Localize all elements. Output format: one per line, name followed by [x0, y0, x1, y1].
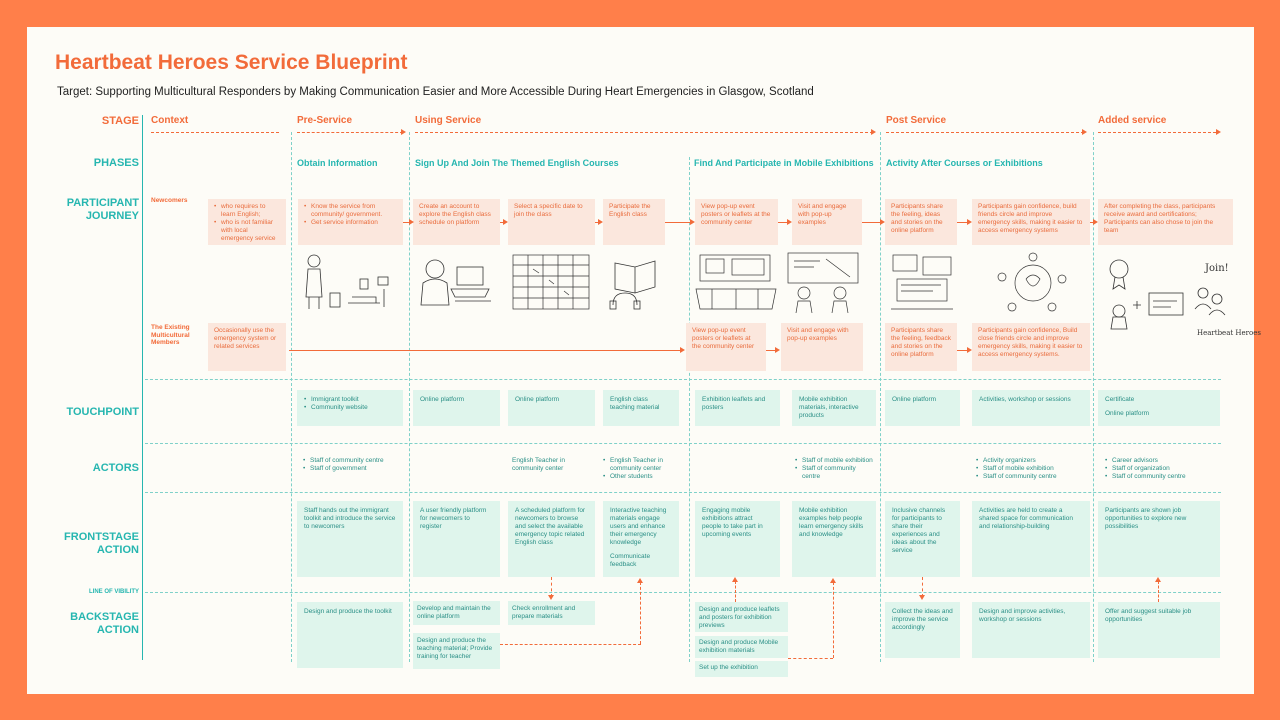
- connector-collect-ideas: [922, 577, 923, 597]
- sketch-laptop-user: [415, 249, 497, 313]
- journey-arrow-head: [680, 347, 685, 353]
- frontstage-inclusive-channels: Inclusive channels for participants to share their experiences and ideas about the service: [885, 501, 960, 577]
- phase-mobile-exhibitions: Find And Participate in Mobile Exhibitions: [694, 158, 874, 168]
- frontstage-exhibition-examples: Mobile exhibition examples help people learn emergency skills and knowledge: [792, 501, 876, 577]
- list-item: • English Teacher in community center: [603, 457, 683, 473]
- page-subtitle: Target: Supporting Multicultural Responders by Making Communication Easier and More Accessible During Heart Emergencies in Glasgow, Scotland: [57, 86, 814, 98]
- list-item: • Career advisors: [1105, 457, 1215, 465]
- frontstage-register-platform: A user friendly platform for newcomers to register: [413, 501, 500, 577]
- row-label-actors: ACTORS: [92, 462, 139, 474]
- stage-arrow-head: [871, 129, 876, 135]
- touchpoint-online-platform-4: Online platform: [1105, 410, 1150, 417]
- journey-arrow-head: [1093, 219, 1098, 225]
- divider-using-post: [880, 132, 881, 662]
- page-title: Heartbeat Heroes Service Blueprint: [55, 51, 408, 74]
- journey-step-create-account: Create an account to explore the English class schedule on platform: [413, 199, 500, 245]
- label-axis-line: [142, 115, 143, 660]
- stage-arrow-using: [415, 132, 873, 133]
- journey-existing-view-posters: View pop-up event posters or leaflets at the community center: [686, 323, 766, 371]
- backstage-maintain-platform: Develop and maintain the online platform: [413, 601, 500, 625]
- journey-step-select-date: Select a specific date to join the class: [508, 199, 595, 245]
- sketch-newcomer-traveller: [299, 249, 401, 313]
- backstage-leaflets-posters: Design and produce leaflets and posters for exhibition previews: [695, 602, 788, 632]
- frontstage-scheduled-platform: A scheduled platform for newcomers to browse and select the available emergency topic related English class: [508, 501, 595, 577]
- traveller-illustration: [299, 249, 401, 313]
- actors-exhibition: [795, 457, 875, 481]
- journey-arrow-head: [787, 219, 792, 225]
- journey-arrow: [665, 222, 691, 223]
- backstage-setup-exhibition: Set up the exhibition: [695, 661, 788, 677]
- phase-sign-up: Sign Up And Join The Themed English Courses: [415, 158, 619, 168]
- stage-pre-service: Pre-Service: [297, 115, 353, 126]
- row-label-backstage: BACKSTAGE ACTION: [70, 611, 139, 636]
- sketch-popup-visit: [780, 249, 866, 315]
- friends-illustration: [990, 249, 1076, 317]
- stage-post-service: Post Service: [886, 115, 947, 126]
- connector-jobs: [1158, 581, 1159, 602]
- stage-arrow-context: [151, 132, 279, 133]
- segment-newcomers: Newcomers: [151, 197, 188, 204]
- journey-arrow-head: [409, 219, 414, 225]
- row-label-frontstage: FRONTSTAGE ACTION: [64, 531, 139, 556]
- connector-arrow-head: [637, 578, 643, 583]
- backstage-exhibition-materials: Design and produce Mobile exhibition materials: [695, 636, 788, 658]
- exhibition-illustration: [692, 249, 780, 315]
- stage-arrow-head: [1216, 129, 1221, 135]
- list-item: • Staff of organization: [1105, 465, 1215, 473]
- sketch-award-join: [1103, 249, 1261, 349]
- journey-existing-context: Occasionally use the emergency system or related services: [208, 323, 286, 371]
- stage-arrow-pre: [297, 132, 403, 133]
- sketch-online-sharing: [885, 249, 959, 315]
- divider-journey-touchpoint: [145, 379, 1221, 380]
- touchpoint-activities: Activities, workshop or sessions: [972, 390, 1090, 426]
- touchpoint-pre: [297, 390, 403, 426]
- journey-arrow: [862, 222, 881, 223]
- touchpoint-added: [1098, 390, 1220, 426]
- journey-newcomer-pre: [298, 199, 403, 245]
- list-item: • Staff of mobile exhibition: [795, 457, 875, 465]
- sketch-heroes-text: Heartbeat Heroes: [1197, 329, 1261, 337]
- blueprint-sheet: [27, 27, 1261, 694]
- connector-arrow-head: [830, 578, 836, 583]
- journey-arrow-head: [967, 219, 972, 225]
- sketch-calendar: [509, 249, 593, 313]
- journey-step-gain-confidence: Participants gain confidence, build friends circle and improve emergency skills, making it easier to access emergency systems: [972, 199, 1090, 245]
- stage-context: Context: [151, 115, 189, 126]
- connector-teaching-feedback-up: [640, 582, 641, 644]
- divider-context-pre: [291, 132, 292, 662]
- connector-enrollment: [551, 577, 552, 597]
- actors-pre: [303, 457, 403, 473]
- divider-post-added: [1093, 132, 1094, 662]
- journey-arrow-head: [598, 219, 603, 225]
- divider-actors-frontstage: [145, 492, 1221, 493]
- list-item: • Staff of community centre: [795, 465, 875, 481]
- list-item: • Get service information: [304, 219, 397, 227]
- list-item: • Other students: [603, 473, 683, 481]
- row-label-phases: PHASES: [93, 157, 139, 169]
- laptop-illustration: [415, 249, 497, 313]
- connector-arrow-head: [919, 595, 925, 600]
- connector-exhibition-materials-up: [833, 582, 834, 658]
- list-item: • Staff of community centre: [303, 457, 403, 465]
- stage-added-service: Added service: [1098, 115, 1167, 126]
- frontstage-mobile-exhibitions: Engaging mobile exhibitions attract people to take part in upcoming events: [695, 501, 780, 577]
- touchpoint-online-platform-3: Online platform: [885, 390, 960, 426]
- touchpoint-exhibition-leaflets: Exhibition leaflets and posters: [695, 390, 780, 426]
- list-item: • Staff of government: [303, 465, 403, 473]
- actors-activities: [976, 457, 1086, 481]
- divider-pre-using: [409, 132, 410, 662]
- frontstage-toolkit-handout: Staff hands out the immigrant toolkit and introduce the service to newcomers: [297, 501, 403, 577]
- connector-teaching-feedback: [500, 644, 641, 645]
- list-item: • Activity organizers: [976, 457, 1086, 465]
- journey-existing-gain-confidence: Participants gain confidence, Build close friends circle and improve emergency skills, making it easier to access emergency systems.: [972, 323, 1090, 371]
- sketch-exhibition-stand: [692, 249, 780, 315]
- list-item: • Know the service from community/ government.: [304, 203, 397, 219]
- award-illustration: [1103, 249, 1261, 349]
- list-item: • Staff of community centre: [1105, 473, 1215, 481]
- touchpoint-exhibition-materials: Mobile exhibition materials, interactive products: [792, 390, 876, 426]
- sketch-book-headphones: [605, 249, 667, 313]
- journey-step-visit-popup: Visit and engage with pop-up examples: [792, 199, 862, 245]
- segment-existing-members: The Existing Multicultural Members: [151, 324, 190, 346]
- frontstage-interactive-materials: Interactive teaching materials engage users and enhance their emergency knowledge: [610, 507, 667, 546]
- journey-step-award: After completing the class, participants receive award and certifications; Participants can also chose to join the team: [1098, 199, 1233, 245]
- list-item: • who requires to learn English;: [214, 203, 280, 219]
- line-of-visibility: [145, 592, 1221, 593]
- connector-exhibition-materials: [788, 658, 833, 659]
- frontstage-activities: Activities are held to create a shared space for communication and relationship-building: [972, 501, 1090, 577]
- journey-arrow-head: [690, 219, 695, 225]
- journey-existing-visit-popup: Visit and engage with pop-up examples: [781, 323, 863, 371]
- journey-arrow-head: [880, 219, 885, 225]
- backstage-check-enrollment: Check enrollment and prepare materials: [508, 601, 595, 625]
- sketch-join-text: Join!: [1205, 263, 1229, 274]
- stage-arrow-post: [886, 132, 1084, 133]
- journey-arrow-head: [503, 219, 508, 225]
- backstage-teaching-material: Design and produce the teaching material; Provide training for teacher: [413, 633, 500, 669]
- connector-leaflets: [735, 581, 736, 602]
- phase-after-activity: Activity After Courses or Exhibitions: [886, 158, 1043, 168]
- row-label-journey: PARTICIPANT JOURNEY: [66, 197, 139, 222]
- list-item: • Staff of community centre: [976, 473, 1086, 481]
- list-item: • Staff of mobile exhibition: [976, 465, 1086, 473]
- list-item: • Community website: [304, 404, 396, 412]
- backstage-design-activities: Design and improve activities, workshop or sessions: [972, 602, 1090, 658]
- backstage-design-toolkit: Design and produce the toolkit: [297, 602, 403, 668]
- journey-existing-long-arrow: [289, 350, 681, 351]
- phase-obtain-information: Obtain Information: [297, 158, 378, 168]
- frontstage-teaching-materials: [603, 501, 679, 577]
- journey-newcomer-context: [208, 199, 286, 245]
- connector-arrow-head: [732, 577, 738, 582]
- calendar-illustration: [509, 249, 593, 313]
- stage-arrow-head: [1082, 129, 1087, 135]
- touchpoint-online-platform-2: Online platform: [508, 390, 595, 426]
- list-item: • who is not familiar with local emergency service: [214, 219, 280, 243]
- actors-added: [1105, 457, 1215, 481]
- backstage-collect-ideas: Collect the ideas and improve the service accordingly: [885, 602, 960, 658]
- frontstage-communicate-feedback: Communicate feedback: [610, 553, 651, 568]
- connector-arrow-head: [548, 595, 554, 600]
- list-item: • Immigrant toolkit: [304, 396, 396, 404]
- journey-arrow-head: [775, 347, 780, 353]
- row-label-touchpoint: TOUCHPOINT: [66, 406, 139, 418]
- stage-arrow-head: [401, 129, 406, 135]
- journey-step-participate-class: Participate the English class: [603, 199, 665, 245]
- divider-signup-find: [689, 157, 690, 662]
- row-label-stage: STAGE: [101, 115, 139, 127]
- stage-arrow-added: [1098, 132, 1216, 133]
- popup-illustration: [780, 249, 866, 315]
- actors-english-teacher: English Teacher in community center: [512, 457, 565, 472]
- touchpoint-teaching-material: English class teaching material: [603, 390, 679, 426]
- sharing-illustration: [885, 249, 959, 315]
- connector-arrow-head: [1155, 577, 1161, 582]
- journey-step-share-feeling: Participants share the feeling, ideas and stories on the online platform: [885, 199, 957, 245]
- row-label-visibility: LINE OF VIBILITY: [88, 589, 139, 595]
- backstage-suggest-jobs: Offer and suggest suitable job opportunities: [1098, 602, 1220, 658]
- divider-touchpoint-actors: [145, 443, 1221, 444]
- book-illustration: [605, 249, 667, 313]
- touchpoint-certificate: Certificate: [1105, 396, 1135, 403]
- journey-existing-share-feedback: Participants share the feeling, feedback and stories on the online platform: [885, 323, 957, 371]
- actors-class: [603, 457, 683, 481]
- journey-step-view-posters: View pop-up event posters or leaflets at the community center: [695, 199, 778, 245]
- frontstage-job-opportunities: Participants are shown job opportunities to explore new possibilities: [1098, 501, 1220, 577]
- stage-using-service: Using Service: [415, 115, 482, 126]
- touchpoint-online-platform-1: Online platform: [413, 390, 500, 426]
- sketch-friends-circle: [990, 249, 1076, 317]
